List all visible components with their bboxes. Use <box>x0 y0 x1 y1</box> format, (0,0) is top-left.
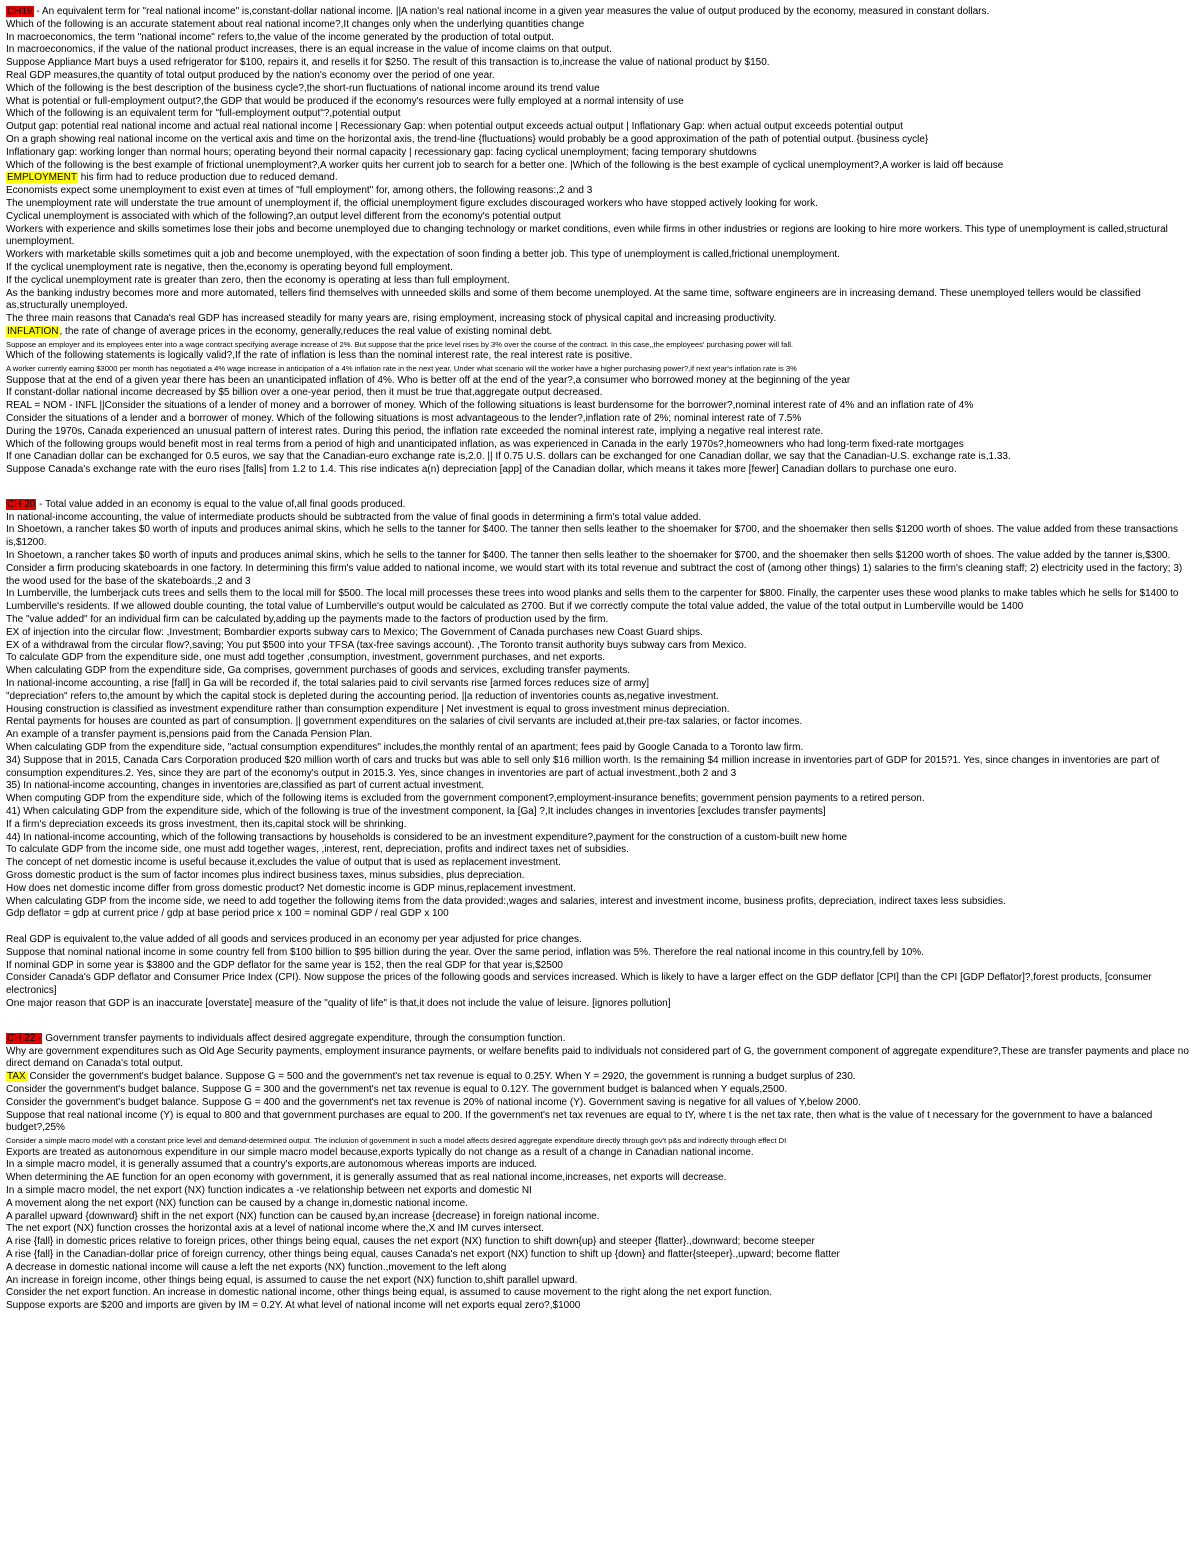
note-line <box>6 1275 1194 1288</box>
line-text: Consider the net export function. An increase in domestic national income, other things being equal, is assumed to cause movement to the right along the net export function. <box>6 1287 773 1299</box>
note-line <box>6 780 1194 793</box>
note-line <box>6 1262 1194 1275</box>
line-text: - Total value added in an economy is equal to the value of,all final goods produced. <box>36 498 406 510</box>
note-line <box>6 947 1194 960</box>
chapter-heading: CH 20 <box>7 498 36 510</box>
line-text: When calculating GDP from the expenditure side, Ga comprises, government purchases of goods and services, excluding transfer payments. <box>6 665 631 677</box>
line-text: Gross domestic product is the sum of factor incomes plus indirect business taxes, minus subsidies, plus depreciation. <box>6 870 525 881</box>
line-text: Output gap: potential real national income and actual real national income | Recessionary Gap: when potential output exceeds actual output | Inflationary Gap: when actual output exceeds potential output <box>6 121 903 133</box>
line-text: If the cyclical unemployment rate is greater than zero, then the economy is operating at less than full employment. <box>6 274 510 286</box>
section-ch20 <box>6 499 1194 1011</box>
note-line <box>6 704 1194 717</box>
line-text: A worker currently earning $3000 per month has negotiated a 4% wage increase in anticipation of a 4% inflation rate in the next year. Under what scenario will the worker have a higher purchasing power?,if next year's inflation rate is 3% <box>6 364 797 374</box>
note-line <box>6 275 1194 288</box>
line-text: Suppose Canada's exchange rate with the euro rises [falls] from 1.2 to 1.4. This rise indicates a(n) depreciation [app] of the Canadian dollar, which means it takes more [fewer] Canadian dollars to purchase one euro. <box>6 464 957 476</box>
line-text: his firm had to reduce production due to reduced demand. <box>78 172 338 184</box>
note-line <box>6 640 1194 653</box>
note-line <box>6 665 1194 678</box>
line-text: When calculating GDP from the expenditure side, "actual consumption expenditures" includes,the monthly rental of an apartment; fees paid by Google Canada to a Toronto law firm. <box>6 742 804 754</box>
line-text: Consider the situations of a lender and a borrower of money. Which of the following situations is most advantageous to the lender?,inflation rate of 2%; nominal interest rate of 7.5% <box>6 412 802 424</box>
line-text: A rise {fall} in domestic prices relative to foreign prices, other things being equal, causes the net export (NX) function to shift down{up} and steeper {flatter}.,downward; become steeper <box>6 1236 815 1248</box>
note-line <box>6 755 1194 781</box>
line-text: Consider Canada's GDP deflator and Consumer Price Index (CPI). Now suppose the prices of the following goods and services increased. Which is likely to have a larger effect on the GDP deflator [CPI] than the CPI [GDP Deflator]?,forest products, [consumer electronics] <box>6 972 1152 997</box>
note-line <box>6 1249 1194 1262</box>
note-line <box>6 691 1194 704</box>
note-line <box>6 550 1194 563</box>
line-text: A movement along the net export (NX) function can be caused by a change in,domestic national income. <box>6 1197 468 1209</box>
note-line <box>6 934 1194 947</box>
line-text: In macroeconomics, the term "national income" refers to,the value of the income generated by the production of total output. <box>6 31 554 43</box>
line-text: In Shoetown, a rancher takes $0 worth of inputs and produces animal skins, which he sells to the tanner for $400. The tanner then sells leather to the shoemaker for $700, and the shoemaker then sells $1200 worth of shoes. The value added by the tanner is,$300. <box>6 550 1171 562</box>
line-text: To calculate GDP from the expenditure side, one must add together ,consumption, investment, government purchases, and net exports. <box>6 652 606 664</box>
note-line <box>6 627 1194 640</box>
section-ch22 <box>6 1033 1194 1313</box>
note-line <box>6 793 1194 806</box>
blank-line <box>6 921 1194 934</box>
note-line <box>6 172 1194 185</box>
note-line <box>6 1110 1194 1136</box>
note-line <box>6 883 1194 896</box>
line-text: Which of the following statements is logically valid?,If the rate of inflation is less than the nominal interest rate, the real interest rate is positive. <box>6 350 633 362</box>
line-text: Suppose exports are $200 and imports are given by IM = 0.2Y. At what level of national income will net exports equal zero?,$1000 <box>6 1300 581 1312</box>
line-text: In national-income accounting, the value of intermediate products should be subtracted from the value of final goods in determining a firm's total value added. <box>6 511 702 523</box>
note-line <box>6 1185 1194 1198</box>
note-line <box>6 326 1194 339</box>
line-text: Which of the following is the best example of frictional unemployment?,A worker quits her current job to search for a better one. |Which of the following is the best example of cyclical unemployment?,A worker is laid off because <box>6 159 1004 171</box>
line-text: Real GDP measures,the quantity of total output produced by the nation's economy over the period of one year. <box>6 69 495 81</box>
note-line <box>6 83 1194 96</box>
note-line <box>6 19 1194 32</box>
note-line <box>6 350 1194 363</box>
note-line <box>6 288 1194 314</box>
note-line <box>6 32 1194 45</box>
note-line <box>6 339 1194 351</box>
line-text: Housing construction is classified as investment expenditure rather than consumption expenditure | Net investment is equal to gross investment minus depreciation. <box>6 703 730 715</box>
note-line <box>6 70 1194 83</box>
line-text: Workers with marketable skills sometimes quit a job and become unemployed, with the expectation of soon finding a better job. This type of unemployment is called,frictional unemployment. <box>6 249 840 261</box>
note-line <box>6 224 1194 250</box>
chapter-heading: CH 22 - <box>7 1032 42 1044</box>
line-text: Consider the government's budget balance. Suppose G = 400 and the government's net tax revenue is 20% of national income (Y). Government saving is negative for all values of Y,below 2000. <box>6 1096 861 1108</box>
note-line <box>6 121 1194 134</box>
highlighted-term: INFLATION <box>7 325 59 337</box>
line-text: Cyclical unemployment is associated with which of the following?,an output level different from the economy's potential output <box>6 210 561 222</box>
note-line <box>6 998 1194 1011</box>
note-line <box>6 588 1194 614</box>
note-line <box>6 211 1194 224</box>
line-text: If one Canadian dollar can be exchanged for 0.5 euros, we say that the Canadian-euro exchange rate is,2.0. || If 0.75 U.S. dollars can be exchanged for one Canadian dollar, we say that the Canadian-U.S. exchange rate is,1.33. <box>6 451 1011 463</box>
line-text: Consider a simple macro model with a constant price level and demand-determined output. The inclusion of government in such a model affects desired aggregate expenditure directly through gov't p&s and indirectly through effect DI <box>6 1136 787 1146</box>
line-text: When determining the AE function for an open economy with government, it is generally assumed that as real national income,increases, net exports will decrease. <box>6 1172 727 1184</box>
line-text: Consider a firm producing skateboards in one factory. In determining this firm's value added to national income, we would start with its total revenue and subtract the cost of (among other things) 1) salaries to the firm's cleaning staff; 2) electricity used in the factory; 3) the wood used for the base of the skateboards.,2 and 3 <box>6 562 1183 587</box>
line-text: To calculate GDP from the income side, one must add together wages, ,interest, rent, depreciation, profits and indirect taxes net of subsidies. <box>6 844 629 856</box>
note-line <box>6 1071 1194 1084</box>
note-line <box>6 262 1194 275</box>
note-line <box>6 400 1194 413</box>
note-line <box>6 524 1194 550</box>
chapter-heading: CH19 <box>7 6 33 17</box>
line-text: Which of the following groups would benefit most in real terms from a period of high and unanticipated inflation, as was experienced in Canada in the early 1970s?,homeowners who had long-term fixed-rate mortgages <box>6 438 964 450</box>
line-text: What is potential or full-employment output?,the GDP that would be produced if the economy's resources were fully employed at a normal intensity of use <box>6 95 684 107</box>
line-text: When computing GDP from the expenditure side, which of the following items is excluded from the government component?,employment-insurance benefits; government pension payments to a retired person. <box>6 793 925 805</box>
line-text: The unemployment rate will understate the true amount of unemployment if, the official unemployment figure excludes discouraged workers who have stopped actively looking for work. <box>6 197 818 209</box>
note-line <box>6 1046 1194 1072</box>
line-text: In national-income accounting, a rise [fall] in Ga will be recorded if, the total salaries paid to civil servants rise [armed forces reduces size of army] <box>6 678 650 690</box>
line-text: Rental payments for houses are counted as part of consumption. || government expenditures on the salaries of civil servants are included at,their pre-tax salaries, or factor incomes. <box>6 716 803 728</box>
note-line <box>6 185 1194 198</box>
line-text: The concept of net domestic income is useful because it,excludes the value of output that is used as replacement investment. <box>6 857 561 869</box>
line-text: Real GDP is equivalent to,the value added of all goods and services produced in an economy per year adjusted for price changes. <box>6 933 582 945</box>
note-line <box>6 451 1194 464</box>
line-text: During the 1970s, Canada experienced an unusual pattern of interest rates. During this period, the inflation rate exceeded the nominal interest rate, implying a negative real interest rate. <box>6 425 824 437</box>
line-text: Gdp deflator = gdp at current price / gdp at base period price x 100 = nominal GDP / real GDP x 100 <box>6 908 449 920</box>
line-text: When calculating GDP from the income side, we need to add together the following items from the data provided:,wages and salaries, interest and investment income, business profits, depreciation, indirect taxes less subsidies. <box>6 895 1006 907</box>
note-line <box>6 1287 1194 1300</box>
note-line <box>6 313 1194 326</box>
note-line <box>6 870 1194 883</box>
section-gap <box>6 477 1194 499</box>
note-line <box>6 742 1194 755</box>
note-line <box>6 652 1194 665</box>
line-text: A rise {fall} in the Canadian-dollar price of foreign currency, other things being equal, causes Canada's net export (NX) function to shift up {down} and flatter{steeper}.,upward; become flatter <box>6 1249 840 1261</box>
note-line <box>6 1172 1194 1185</box>
line-text: On a graph showing real national income on the vertical axis and time on the horizontal axis, the trend-line {fluctuations} would probably be a good approximation of the path of potential output. {business cycle} <box>6 133 929 145</box>
note-line <box>6 134 1194 147</box>
line-text: REAL = NOM - INFL ||Consider the situations of a lender of money and a borrower of money. Which of the following situations is least burdensome for the borrower?,nominal interest rate of 4% and an inflation rate of 4% <box>6 400 974 412</box>
highlighted-term: TAX <box>7 1071 26 1083</box>
note-line <box>6 44 1194 57</box>
line-text: Why are government expenditures such as Old Age Security payments, employment insurance payments, or welfare benefits paid to individuals not considered part of G, the government component of aggregate expenditure?,These are transfer payments and place no direct demand on Canada's total output. <box>6 1045 1189 1070</box>
line-text: In a simple macro model, it is generally assumed that a country's exports,are autonomous whereas imports are induced. <box>6 1159 538 1171</box>
line-text: Inflationary gap: working longer than normal hours; operating beyond their normal capacity | recessionary gap: facing cyclical unemployment; facing temporary shutdowns <box>6 146 757 158</box>
line-text: "depreciation" refers to,the amount by which the capital stock is depleted during the accounting period. ||a reduction of inventories counts as,negative investment. <box>6 690 719 702</box>
line-text: Suppose an employer and its employees enter into a wage contract specifying average increase of 2%. But suppose that the price level rises by 3% over the course of the contract. In this case,,the employees' purchasing power will fall. <box>6 339 793 349</box>
line-text: 44) In national-income accounting, which of the following transactions by households is considered to be an investment expenditure?,payment for the construction of a custom-built new home <box>6 831 848 843</box>
line-text: A decrease in domestic national income will cause a left the net exports (NX) function.,movement to the left along <box>6 1261 507 1273</box>
note-line <box>6 857 1194 870</box>
line-text: In Shoetown, a rancher takes $0 worth of inputs and produces animal skins, which he sells to the tanner for $400. The tanner then sells leather to the shoemaker for $700, and the shoemaker then sells $1200 worth of shoes. The value added from these transactions is,$1200. <box>6 524 1178 549</box>
note-line <box>6 960 1194 973</box>
line-text: Suppose that at the end of a given year there has been an unanticipated inflation of 4%. Who is better off at the end of the year?,a consumer who borrowed money at the beginning of the year <box>6 374 851 386</box>
line-text: Exports are treated as autonomous expenditure in our simple macro model because,exports typically do not change as a result of a change in Canadian national income. <box>6 1146 754 1158</box>
line-text: Economists expect some unemployment to exist even at times of "full employment" for, among others, the following reasons:,2 and 3 <box>6 185 593 197</box>
note-line <box>6 160 1194 173</box>
note-line <box>6 1159 1194 1172</box>
line-text: If a firm's depreciation exceeds its gross investment, then its,capital stock will be shrinking. <box>6 818 407 830</box>
line-text: In a simple macro model, the net export (NX) function indicates a -ve relationship between net exports and domestic NI <box>6 1185 532 1197</box>
note-line <box>6 678 1194 691</box>
note-line <box>6 1147 1194 1160</box>
note-line <box>6 844 1194 857</box>
line-text: Suppose that real national income (Y) is equal to 800 and that government purchases are equal to 200. If the government's net tax revenues are equal to tY, where t is the net tax rate, then what is the value of t necessary for the government to have a balanced budget?,25% <box>6 1109 1153 1134</box>
note-line <box>6 439 1194 452</box>
note-line <box>6 1033 1194 1046</box>
note-line <box>6 716 1194 729</box>
line-text: One major reason that GDP is an inaccurate [overstate] measure of the "quality of life" is that,it does not include the value of leisure. [ignores pollution] <box>6 997 671 1009</box>
note-line <box>6 1097 1194 1110</box>
note-line <box>6 563 1194 589</box>
line-text: The net export (NX) function crosses the horizontal axis at a level of national income where the,X and IM curves intersect. <box>6 1223 545 1235</box>
line-text: , the rate of change of average prices in the economy, generally,reduces the real value of existing nominal debt. <box>59 325 553 337</box>
note-line <box>6 908 1194 921</box>
line-text: A parallel upward {downward} shift in the net export (NX) function can be caused by,an increase {decrease} in foreign national income. <box>6 1210 600 1222</box>
note-line <box>6 363 1194 375</box>
line-text: As the banking industry becomes more and more automated, tellers find themselves with unneeded skills and some of them become unemployed. At the same time, software engineers are in increasing demand. These unemployed tellers would be classified as,structurally unemployed. <box>6 287 1141 312</box>
line-text: The three main reasons that Canada's real GDP has increased steadily for many years are, rising employment, increasing stock of physical capital and increasing productivity. <box>6 313 777 325</box>
line-text: Suppose that nominal national income in some country fell from $100 billion to $95 billion during the year. Over the same period, inflation was 5%. Therefore the real national income in this country,fell by 10%. <box>6 946 924 958</box>
highlighted-term: EMPLOYMENT <box>7 172 78 184</box>
line-text: Which of the following is an accurate statement about real national income?,It changes only when the underlying quantities change <box>6 18 585 30</box>
line-text: If nominal GDP in some year is $3800 and the GDP deflator for the same year is 152, then the real GDP for that year is,$2500 <box>6 959 563 971</box>
note-line <box>6 499 1194 512</box>
line-text: Workers with experience and skills sometimes lose their jobs and become unemployed due to changing technology or market conditions, even while firms in other industries or regions are looking to hire more workers. This type of unemployment is called,structural unemployment. <box>6 223 1168 248</box>
line-text: 41) When calculating GDP from the expenditure side, which of the following is true of the investment component, Ia [Ga] ?,It includes changes in inventories [excludes transfer payments] <box>6 806 826 818</box>
note-line <box>6 1084 1194 1097</box>
section-ch19 <box>6 6 1194 477</box>
note-line <box>6 147 1194 160</box>
line-text: The "value added" for an individual firm can be calculated by,adding up the payments made to the factors of production used by the firm. <box>6 614 609 626</box>
note-line <box>6 614 1194 627</box>
line-text: In Lumberville, the lumberjack cuts trees and sells them to the local mill for $500. The local mill processes these trees into wood planks and sells them to the carpenter for $800. Finally, the carpenter uses these wood planks to make tables which he sells for $1400 to Lumberville's residents. If we allowed double counting, the total value of Lumberville's output would be calculated as 2700. But if we correctly compute the total value added, the value of the total output in Lumberville would be 1400 <box>6 588 1179 613</box>
line-text: EX of injection into the circular flow: ,Investment; Bombardier exports subway cars to Mexico; The Government of Canada purchases new Coast Guard ships. <box>6 626 703 638</box>
note-line <box>6 387 1194 400</box>
note-line <box>6 806 1194 819</box>
note-line <box>6 464 1194 477</box>
line-text: 34) Suppose that in 2015, Canada Cars Corporation produced $20 million worth of cars and trucks but was able to sell only $16 million worth. Is the remaining $4 million increase in inventories part of GDP for 2015?1. Yes, since changes in inventories are part of consumption expenditures.2. Yes, since they are part of the economy's output in 2015.3. Yes, since changes in inventories are part of actual investment.,both 2 and 3 <box>6 754 1160 779</box>
line-text: In macroeconomics, if the value of the national product increases, there is an equal increase in the value of income claims on that output. <box>6 44 612 56</box>
line-text: If constant-dollar national income decreased by $5 billion over a one-year period, then it must be true that,aggregate output decreased. <box>6 387 603 399</box>
note-line <box>6 972 1194 998</box>
note-line <box>6 819 1194 832</box>
note-line <box>6 6 1194 19</box>
note-line <box>6 198 1194 211</box>
line-text: An example of a transfer payment is,pensions paid from the Canada Pension Plan. <box>6 729 373 741</box>
line-text: Government transfer payments to individuals affect desired aggregate expenditure, through the consumption function. <box>42 1032 566 1044</box>
line-text: How does net domestic income differ from gross domestic product? Net domestic income is GDP minus,replacement investment. <box>6 882 576 894</box>
note-line <box>6 1135 1194 1147</box>
note-line <box>6 1236 1194 1249</box>
note-line <box>6 413 1194 426</box>
note-line <box>6 1300 1194 1313</box>
note-line <box>6 249 1194 262</box>
note-line <box>6 1198 1194 1211</box>
note-line <box>6 1223 1194 1236</box>
line-text: Consider the government's budget balance. Suppose G = 500 and the government's net tax revenue is equal to 0.25Y. When Y = 2920, the government is running a budget surplus of 230. <box>26 1071 856 1083</box>
section-gap <box>6 1011 1194 1033</box>
note-line <box>6 57 1194 70</box>
line-text: Consider the government's budget balance. Suppose G = 300 and the government's net tax revenue is equal to 0.12Y. The government budget is balanced when Y equals,2500. <box>6 1083 788 1095</box>
line-text: Which of the following is the best description of the business cycle?,the short-run fluctuations of national income around its trend value <box>6 82 600 94</box>
note-line <box>6 832 1194 845</box>
line-text: If the cyclical unemployment rate is negative, then the,economy is operating beyond full employment. <box>6 261 453 273</box>
note-line <box>6 375 1194 388</box>
note-line <box>6 426 1194 439</box>
note-line <box>6 96 1194 109</box>
note-line <box>6 108 1194 121</box>
note-line <box>6 729 1194 742</box>
line-text: - An equivalent term for "real national income" is,constant-dollar national income. ||A nation's real national income in a given year measures the value of output produced by the economy, measured in constant dollars. <box>33 6 990 17</box>
line-text: EX of a withdrawal from the circular flow?,saving; You put $500 into your TFSA (tax-free savings account). ,The Toronto transit authority buys subway cars from Mexico. <box>6 639 747 651</box>
line-text: An increase in foreign income, other things being equal, is assumed to cause the net export (NX) function to,shift parallel upward. <box>6 1274 578 1286</box>
note-line <box>6 1211 1194 1224</box>
note-line <box>6 896 1194 909</box>
line-text: Which of the following is an equivalent term for "full-employment output"?,potential output <box>6 108 401 120</box>
note-line <box>6 512 1194 525</box>
line-text: 35) In national-income accounting, changes in inventories are,classified as part of current actual investment. <box>6 780 485 792</box>
line-text: Suppose Appliance Mart buys a used refrigerator for $100, repairs it, and resells it for $250. The result of this transaction is to,increase the value of national product by $150. <box>6 57 770 69</box>
